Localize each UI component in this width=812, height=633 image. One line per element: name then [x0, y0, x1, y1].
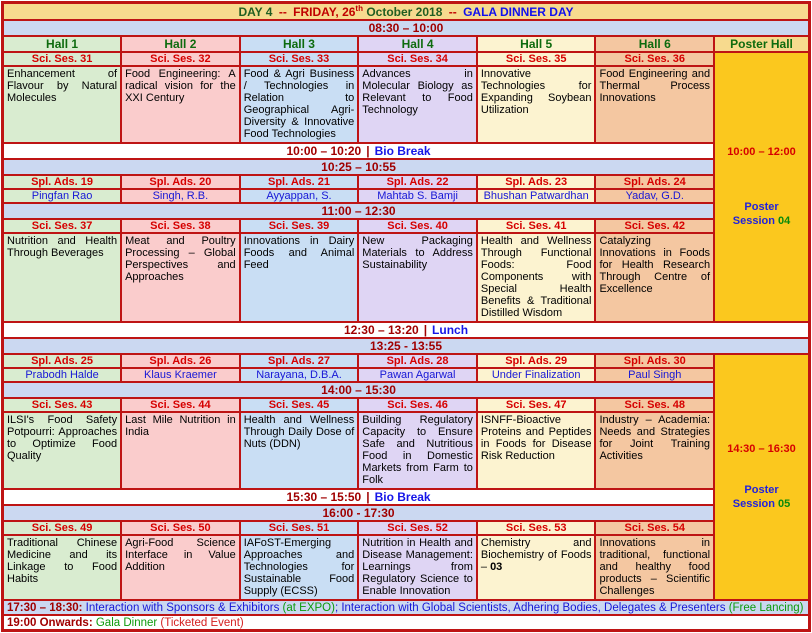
special-address-code-row-2 — [3, 354, 810, 368]
bio-break-row-2: 15:30 – 15:50 | Bio Break — [3, 489, 810, 505]
session-title-52: Nutrition in Health and Disease Management: Learnings from Regulatory Science to Enable Innovation — [358, 535, 477, 600]
time-band-1400 — [3, 382, 810, 398]
spl-ads-24-speaker: Yadav, G.D. — [595, 189, 714, 203]
session-code-45: Sci. Ses. 45 — [240, 398, 359, 412]
special-address-speaker-row-2 — [3, 368, 810, 382]
title-date: FRIDAY, 26 — [293, 5, 356, 19]
session-content-row-3 — [3, 412, 810, 489]
poster-session-05-time: 14:30 – 16:30 — [727, 443, 796, 455]
session-title-32: Food Engineering: A radical vision for the XXI Century — [121, 66, 240, 143]
poster-session-04-label: Poster Session 04 — [732, 201, 791, 227]
evening-1-time: 17:30 – 18:30: — [7, 601, 83, 614]
session-code-50: Sci. Ses. 50 — [121, 521, 240, 535]
time-band-1100 — [3, 203, 810, 219]
spl-ads-23-speaker: Bhushan Patwardhan — [477, 189, 596, 203]
spl-ads-22-code: Spl. Ads. 22 — [358, 175, 477, 189]
session-title-43: ILSI's Food Safety Potpourri: Approaches to Optimize Food Quality — [3, 412, 122, 489]
session-code-row-3 — [3, 398, 810, 412]
bio-break-row-1: 10:00 – 10:20 | Bio Break — [3, 143, 810, 159]
evening-2-time: 19:00 Onwards: — [7, 616, 93, 629]
poster-session-04-cell — [714, 52, 809, 322]
spl-ads-23-code: Spl. Ads. 23 — [477, 175, 596, 189]
conference-schedule-table — [1, 1, 811, 632]
session-code-40: Sci. Ses. 40 — [358, 219, 477, 233]
session-content-row-1 — [3, 66, 810, 143]
poster-session-05-cell — [714, 354, 809, 600]
session-code-43: Sci. Ses. 43 — [3, 398, 122, 412]
session-title-39: Innovations in Dairy Foods and Animal Feed — [240, 233, 359, 322]
session-code-41: Sci. Ses. 41 — [477, 219, 596, 233]
session-title-40: New Packaging Materials to Address Sustainability — [358, 233, 477, 322]
session-title-41: Health and Wellness Through Functional Foods: Food Components with Special Health Benefits & Traditional Distilled Wisdom — [477, 233, 596, 322]
spl-ads-30-code: Spl. Ads. 30 — [595, 354, 714, 368]
special-address-speaker-row-1 — [3, 189, 810, 203]
spl-ads-22-speaker: Mahtab S. Bamji — [358, 189, 477, 203]
session-title-42: Catalyzing Innovations in Foods for Health Research Through Centre of Excellence — [595, 233, 714, 322]
lunch-time: 12:30 – 13:20 — [343, 323, 419, 337]
session-code-38: Sci. Ses. 38 — [121, 219, 240, 233]
session-title-36: Food Engineering and Thermal Process Innovations — [595, 66, 714, 143]
session-code-35: Sci. Ses. 35 — [477, 52, 596, 66]
session-title-31: Enhancement of Flavour by Natural Molecules — [3, 66, 122, 143]
lunch-label: Lunch — [432, 323, 469, 337]
time-band-label: 08:30 – 10:00 — [3, 20, 810, 36]
session-code-51: Sci. Ses. 51 — [240, 521, 359, 535]
title-event: GALA DINNER DAY — [463, 5, 574, 19]
bio-break-2-label: Bio Break — [374, 490, 431, 504]
hall-header-row — [3, 36, 810, 52]
spl-ads-27-speaker: Narayana, D.B.A. — [240, 368, 359, 382]
time-band-1600 — [3, 505, 810, 521]
hall-2-header: Hall 2 — [121, 36, 240, 52]
spl-ads-27-code: Spl. Ads. 27 — [240, 354, 359, 368]
session-title-33: Food & Agri Business / Technologies in Relation to Geographical Agri-Diversity & Innovative Food Technologies — [240, 66, 359, 143]
session-title-54: Innovations in traditional, functional and healthy food products – Scientific Challenges — [595, 535, 714, 600]
session-code-row-1 — [3, 52, 810, 66]
bio-break-2-time: 15:30 – 15:50 — [286, 490, 362, 504]
session-title-46: Building Regulatory Capacity to Ensure Safe and Nutritious Food in Domestic Markets from Farm to Folk — [358, 412, 477, 489]
time-band-label: 13:25 - 13:55 — [3, 338, 810, 354]
spl-ads-21-speaker: Ayyappan, S. — [240, 189, 359, 203]
session-title-48: Industry – Academia: Needs and Strategies for Joint Training Activities — [595, 412, 714, 489]
spl-ads-29-speaker: Under Finalization — [477, 368, 596, 382]
poster-session-04-number: 04 — [778, 215, 791, 227]
session-code-32: Sci. Ses. 32 — [121, 52, 240, 66]
session-title-37: Nutrition and Health Through Beverages — [3, 233, 122, 322]
spl-ads-21-code: Spl. Ads. 21 — [240, 175, 359, 189]
session-title-35: Innovative Technologies for Expanding Soybean Utilization — [477, 66, 596, 143]
spl-ads-26-code: Spl. Ads. 26 — [121, 354, 240, 368]
session-title-50: Agri-Food Science Interface in Value Addition — [121, 535, 240, 600]
bio-break-1-time: 10:00 – 10:20 — [286, 144, 362, 158]
session-title-44: Last Mile Nutrition in India — [121, 412, 240, 489]
spl-ads-29-code: Spl. Ads. 29 — [477, 354, 596, 368]
title-row — [3, 3, 810, 21]
title-month: October 2018 — [366, 5, 443, 19]
hall-1-header: Hall 1 — [3, 36, 122, 52]
session-code-row-4 — [3, 521, 810, 535]
spl-ads-28-code: Spl. Ads. 28 — [358, 354, 477, 368]
session-title-45: Health and Wellness Through Daily Dose of Nuts (DDN) — [240, 412, 359, 489]
time-band-label: 14:00 – 15:30 — [3, 382, 715, 398]
session-code-row-2 — [3, 219, 810, 233]
session-title-47: ISNFF-Bioactive Proteins and Peptides in Foods for Disease Risk Reduction — [477, 412, 596, 489]
spl-ads-19-speaker: Pingfan Rao — [3, 189, 122, 203]
session-code-53: Sci. Ses. 53 — [477, 521, 596, 535]
spl-ads-25-code: Spl. Ads. 25 — [3, 354, 122, 368]
hall-4-header: Hall 4 — [358, 36, 477, 52]
spl-ads-26-speaker: Klaus Kraemer — [121, 368, 240, 382]
hall-5-header: Hall 5 — [477, 36, 596, 52]
session-code-34: Sci. Ses. 34 — [358, 52, 477, 66]
session-title-53: Chemistry and Biochemistry of Foods – 03 — [477, 535, 596, 600]
time-band-1025 — [3, 159, 810, 175]
time-band-label: 11:00 – 12:30 — [3, 203, 715, 219]
session-code-31: Sci. Ses. 31 — [3, 52, 122, 66]
evening-program-row-1: 17:30 – 18:30: Interaction with Sponsors & Exhibitors (at EXPO); Interaction with Global Scientists, Adhering Bodies, Delegates & Presenters (Free Lancing) — [3, 600, 810, 615]
poster-session-05-number: 05 — [778, 498, 791, 510]
session-title-38: Meat and Poultry Processing – Global Perspectives and Approaches — [121, 233, 240, 322]
spl-ads-30-speaker: Paul Singh — [595, 368, 714, 382]
poster-session-04-time: 10:00 – 12:00 — [727, 146, 796, 158]
gala-dinner-label: Gala Dinner — [92, 616, 161, 629]
session-title-49: Traditional Chinese Medicine and its Linkage to Food Habits — [3, 535, 122, 600]
spl-ads-24-code: Spl. Ads. 24 — [595, 175, 714, 189]
spl-ads-28-speaker: Pawan Agarwal — [358, 368, 477, 382]
lunch-row: 12:30 – 13:20 | Lunch — [3, 322, 810, 338]
spl-ads-19-code: Spl. Ads. 19 — [3, 175, 122, 189]
session-content-row-2 — [3, 233, 810, 322]
special-address-code-row-1 — [3, 175, 810, 189]
hall-6-header: Hall 6 — [595, 36, 714, 52]
poster-hall-header: Poster Hall — [714, 36, 809, 52]
bio-break-1-label: Bio Break — [374, 144, 431, 158]
session-code-47: Sci. Ses. 47 — [477, 398, 596, 412]
time-band-label: 10:25 – 10:55 — [3, 159, 715, 175]
session-code-39: Sci. Ses. 39 — [240, 219, 359, 233]
session-code-42: Sci. Ses. 42 — [595, 219, 714, 233]
time-band-label: 16:00 - 17:30 — [3, 505, 715, 521]
spl-ads-25-speaker: Prabodh Halde — [3, 368, 122, 382]
session-code-48: Sci. Ses. 48 — [595, 398, 714, 412]
session-code-36: Sci. Ses. 36 — [595, 52, 714, 66]
session-code-33: Sci. Ses. 33 — [240, 52, 359, 66]
session-content-row-4 — [3, 535, 810, 600]
evening-program-row-2: 19:00 Onwards: Gala Dinner (Ticketed Event) — [3, 615, 810, 631]
hall-3-header: Hall 3 — [240, 36, 359, 52]
poster-session-05-label: Poster Session 05 — [732, 484, 791, 510]
session-code-52: Sci. Ses. 52 — [358, 521, 477, 535]
page-title: DAY 4 -- FRIDAY, 26th October 2018 -- GALA DINNER DAY — [3, 3, 810, 21]
title-day: DAY 4 — [238, 5, 273, 19]
time-band-1325 — [3, 338, 810, 354]
spl-ads-20-code: Spl. Ads. 20 — [121, 175, 240, 189]
session-code-54: Sci. Ses. 54 — [595, 521, 714, 535]
session-title-34: Advances in Molecular Biology as Relevant to Food Technology — [358, 66, 477, 143]
session-code-44: Sci. Ses. 44 — [121, 398, 240, 412]
time-band-0830 — [3, 20, 810, 36]
session-code-49: Sci. Ses. 49 — [3, 521, 122, 535]
session-title-51: IAFoST-Emerging Approaches and Technologies for Sustainable Food Supply (ECSS) — [240, 535, 359, 600]
session-code-46: Sci. Ses. 46 — [358, 398, 477, 412]
spl-ads-20-speaker: Singh, R.B. — [121, 189, 240, 203]
session-code-37: Sci. Ses. 37 — [3, 219, 122, 233]
